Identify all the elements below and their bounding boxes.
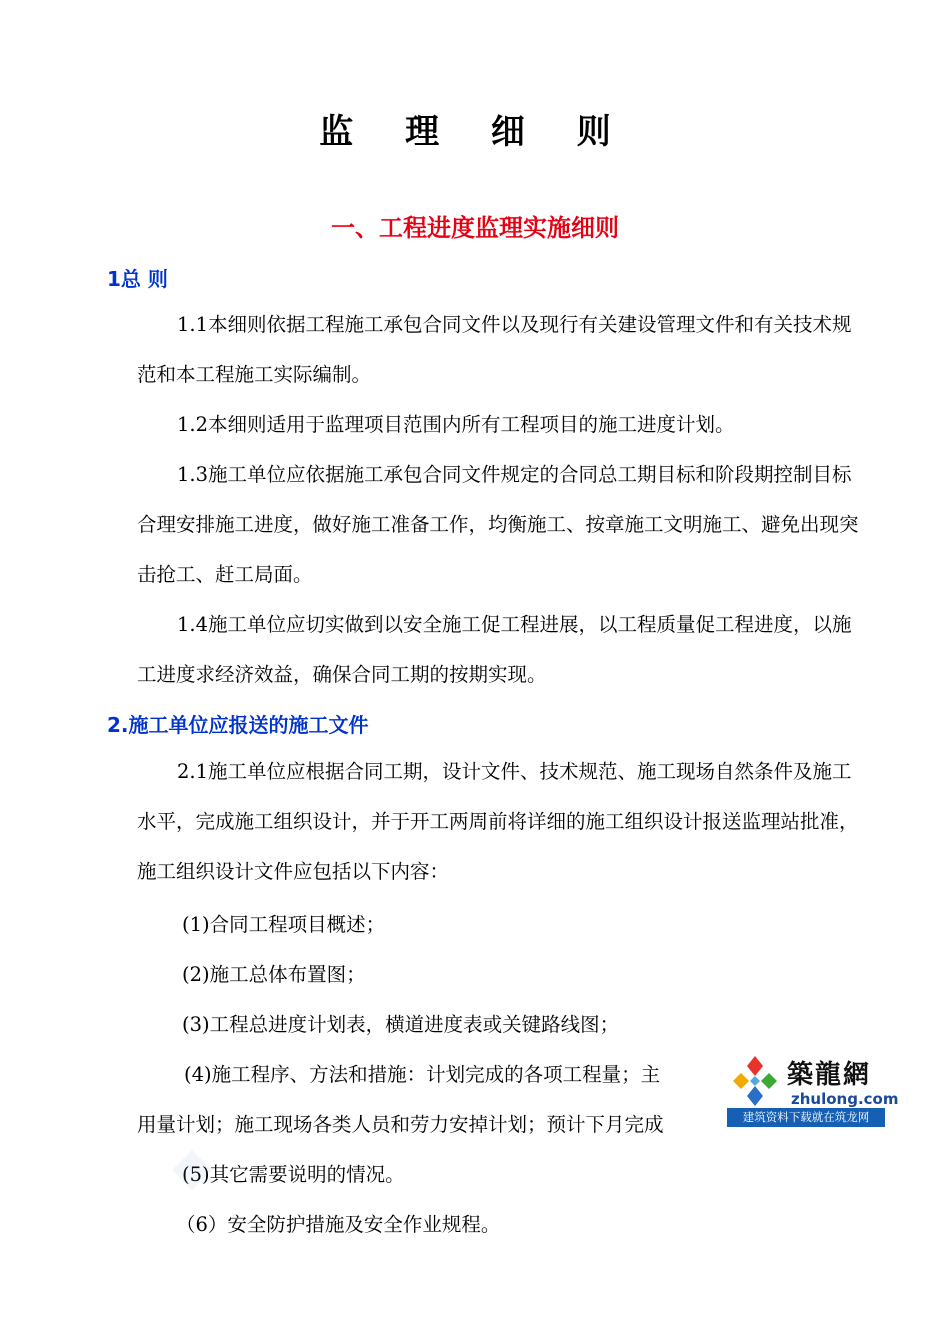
logo-en-text: zhulong.com [791,1090,899,1108]
logo-cn-text: 築龍網 [787,1060,872,1090]
list-item: (2)施工总体布置图； [182,963,366,986]
list-item: (5)其它需要说明的情况。 [182,1163,405,1186]
paragraph-2-1: 2.1施工单位应根据合同工期，设计文件、技术规范、施工现场自然条件及施工水平，完成施工组织设计，并于开工两周前将详细的施工组织设计报送监理站批准，施工组织设计文件应包括以下内容： [137,760,859,883]
paragraph-1-4: 1.4施工单位应切实做到以安全施工促工程进展，以工程质量促工程进度，以施工进度求经济效益，确保合同工期的按期实现。 [137,613,852,686]
list-item: (3)工程总进度计划表，横道进度表或关键路线图； [182,1013,620,1036]
paragraph-1-3: 1.3施工单位应依据施工承包合同文件规定的合同总工期目标和阶段期控制目标合理安排施工进度，做好施工准备工作，均衡施工、按章施工文明施工、避免出现突击抢工、赶工局面。 [137,463,859,586]
paragraph-1-2: 1.2本细则适用于监理项目范围内所有工程项目的施工进度计划。 [177,413,735,436]
list-item: (4)施工程序、方法和措施：计划完成的各项工程量；主 [184,1063,661,1086]
page-title: 监 理 细 则 [319,112,631,152]
faint-watermark-icon [170,1148,214,1192]
zhulong-logo [727,1052,899,1128]
subsection-heading-2: 2.施工单位应报送的施工文件 [107,713,369,737]
logo-slogan: 建筑资料下载就在筑龙网 [727,1108,885,1127]
zhulong-logo-icon [727,1054,783,1108]
list-item: （6）安全防护措施及安全作业规程。 [176,1213,501,1236]
section-heading: 一、工程进度监理实施细则 [331,214,619,242]
list-item: 用量计划；施工现场各类人员和劳力安掉计划；预计下月完成 [137,1113,664,1136]
list-item: (1)合同工程项目概述； [182,913,386,936]
subsection-heading-1: 1总 则 [107,267,168,291]
paragraph-1-1: 1.1本细则依据工程施工承包合同文件以及现行有关建设管理文件和有关技术规范和本工程施工实际编制。 [137,313,852,386]
